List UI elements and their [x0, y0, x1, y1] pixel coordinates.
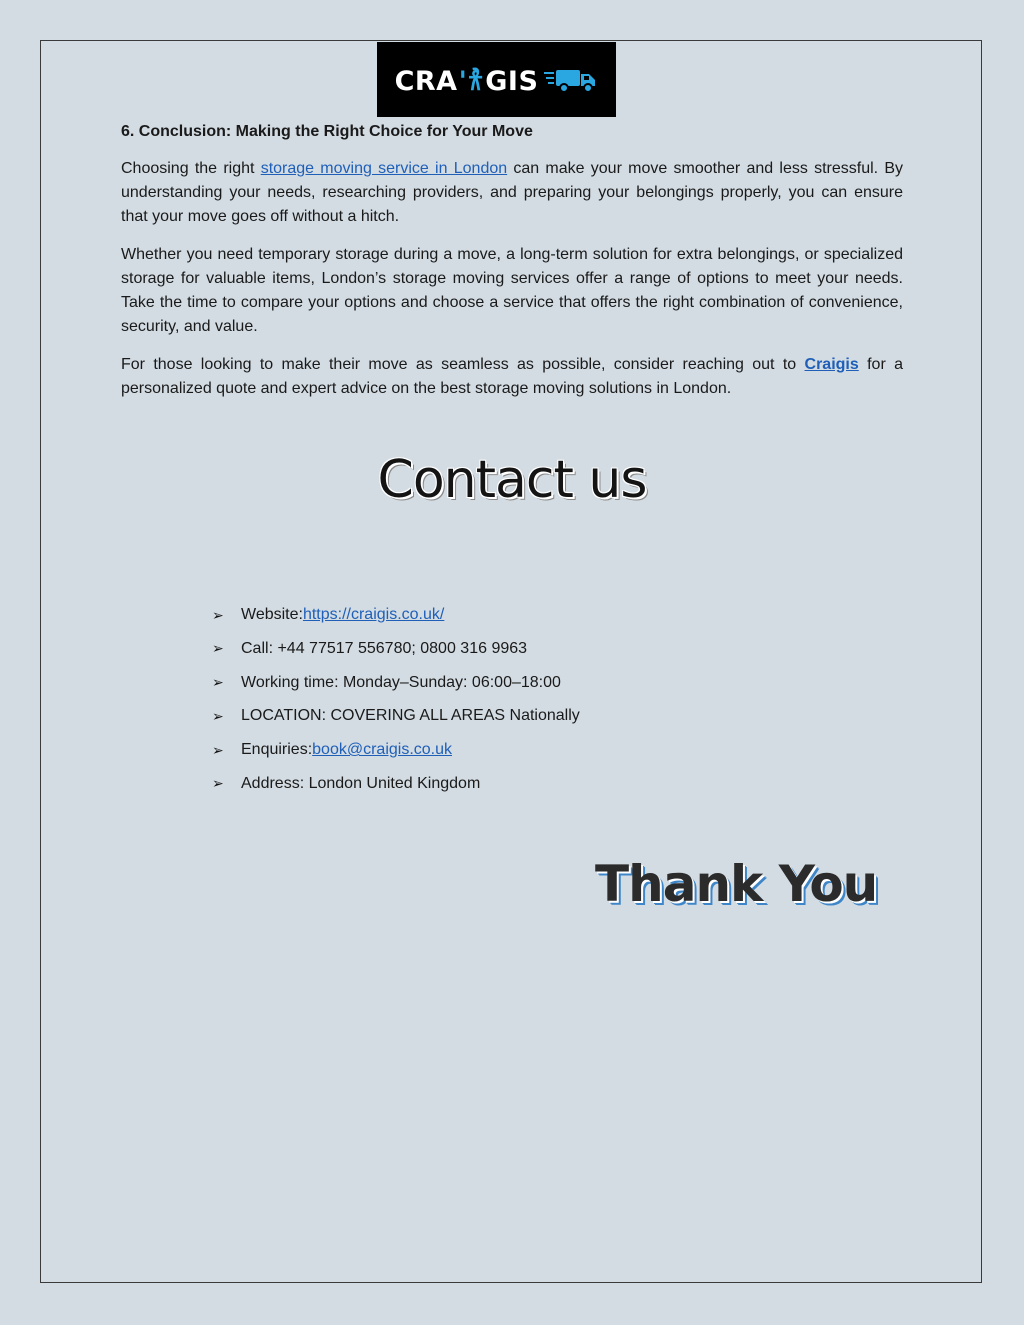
- arrow-bullet-icon: ➢: [212, 741, 224, 758]
- website-link[interactable]: https://craigis.co.uk/: [302, 606, 445, 623]
- address-text: Address: London United Kingdom: [241, 774, 481, 792]
- arrow-bullet-icon: ➢: [212, 640, 224, 657]
- list-item-working-time: [212, 671, 580, 695]
- list-item-call: [212, 637, 580, 661]
- contact-list: [212, 603, 580, 806]
- working-time-text: Working time: Monday–Sunday: 06:00–18:00: [241, 673, 561, 691]
- arrow-bullet-icon: ➢: [212, 674, 224, 691]
- list-item-location: [212, 704, 580, 728]
- arrow-bullet-icon: ➢: [212, 775, 224, 792]
- email-link[interactable]: book@craigis.co.uk: [312, 741, 453, 759]
- section-heading: 6. Conclusion: Making the Right Choice for Your Move: [121, 123, 533, 140]
- contact-us-title: Contact us: [377, 450, 647, 510]
- list-item-website: [212, 603, 580, 627]
- list-item-enquiries: [212, 738, 580, 762]
- paragraph-3: [121, 353, 903, 401]
- paragraph-3-text-b: for a personalized quote and expert advice on the best storage moving solutions in London.: [121, 356, 904, 397]
- craigis-link[interactable]: Craigis: [804, 356, 859, 373]
- storage-service-link[interactable]: storage moving service in London: [260, 160, 508, 177]
- paragraph-1-text-a: Choosing the right: [121, 160, 261, 177]
- arrow-bullet-icon: ➢: [212, 606, 224, 623]
- arrow-bullet-icon: ➢: [212, 707, 224, 724]
- thank-you-heading: Thank You: [595, 855, 878, 913]
- conclusion-section: [121, 120, 903, 415]
- logo-wordmark: CRAꞌ𐀪GIS: [394, 66, 539, 97]
- website-label: Website:: [241, 606, 303, 623]
- paragraph-3-text-a: For those looking to make their move as seamless as possible, consider reaching out to: [121, 356, 805, 373]
- location-text: LOCATION: COVERING ALL AREAS Nationally: [241, 707, 580, 725]
- paragraph-1: [121, 157, 903, 229]
- logo-person-icon: ꞌ𐀪: [458, 66, 485, 97]
- paragraph-1-text-b: can make your move smoother and less stressful. By understanding your needs, researching providers, and preparing your belongings properly, you can ensure that your move goes off without a hitch.: [121, 160, 904, 225]
- delivery-truck-icon: [544, 67, 598, 93]
- paragraph-2: Whether you need temporary storage during a move, a long-term solution for extra belongings, or specialized storage for valuable items, London’s storage moving services offer a range of options to meet your needs. Take the time to compare your options and choose a service that offers the right combination of convenience, security, and value.: [121, 246, 903, 335]
- call-text: Call: +44 77517 556780; 0800 316 9963: [241, 639, 528, 657]
- list-item-address: [212, 772, 580, 796]
- craigis-logo[interactable]: [377, 42, 616, 117]
- enquiries-label: Enquiries:: [241, 741, 313, 759]
